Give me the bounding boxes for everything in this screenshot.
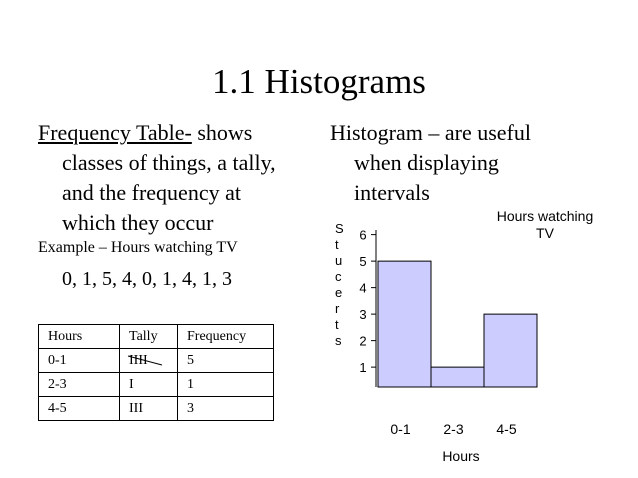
occluded-text-fragment: u: [335, 253, 343, 268]
occluded-text-fragment: r: [335, 301, 340, 316]
histogram-definition-line-1: Histogram – are useful: [330, 120, 531, 145]
y-tick-label: 1: [359, 360, 367, 376]
definition-line-3: and the frequency at: [62, 180, 241, 205]
table-header-cell: Frequency: [178, 325, 274, 349]
table-cell: III: [120, 397, 178, 421]
table-cell: 5: [178, 349, 274, 373]
chart-title-line-1: Hours watching: [496, 208, 594, 224]
occluded-text-fragments: [335, 221, 375, 397]
frequency-table: [38, 324, 274, 421]
histogram-bar: [378, 261, 431, 387]
definition-heading-rest: shows: [191, 120, 253, 145]
histogram-bars: [378, 261, 537, 387]
occluded-text-fragment: c: [335, 269, 342, 284]
y-tick-label: 3: [359, 307, 367, 323]
occluded-text-fragment: s: [335, 333, 342, 348]
table-cell-tally: [120, 349, 178, 373]
x-axis-title: Hours: [442, 448, 480, 464]
table-header-cell: Hours: [39, 325, 120, 349]
example-data-series: 0, 1, 5, 4, 0, 1, 4, 1, 3: [62, 268, 232, 290]
definition-line-1: [38, 118, 328, 148]
tally-marks: IIII: [129, 352, 148, 368]
chart-title-line-2: TV: [536, 225, 554, 241]
table-cell: 3: [178, 397, 274, 421]
frequency-table-term: Frequency Table-: [38, 120, 192, 145]
table-row: [39, 373, 274, 397]
x-axis-tick-labels: [390, 421, 516, 437]
x-tick-label: 4-5: [496, 421, 517, 437]
tally-strike-mark: [126, 351, 166, 371]
histogram-definition-line-2: when displaying: [354, 150, 499, 175]
occluded-text-fragment: e: [335, 285, 343, 300]
histogram-bar: [484, 314, 537, 387]
table-cell: 4-5: [39, 397, 120, 421]
y-tick-label: 4: [359, 280, 367, 296]
occluded-text-fragment: t: [335, 317, 339, 332]
y-tick-label: 5: [359, 254, 367, 270]
table-header-cell: Tally: [120, 325, 178, 349]
left-column-text: [38, 118, 328, 238]
y-tick-label: 2: [359, 333, 367, 349]
y-tick-label: 6: [359, 227, 367, 243]
example-caption: Example – Hours watching TV: [38, 239, 238, 256]
table-row: [39, 397, 274, 421]
table-cell: 0-1: [39, 349, 120, 373]
x-tick-label: 0-1: [390, 421, 411, 437]
table-cell: I: [120, 373, 178, 397]
histogram-chart: [330, 200, 630, 470]
table-row: [39, 349, 274, 373]
x-tick-label: 2-3: [443, 421, 464, 437]
right-column-text: [330, 118, 620, 208]
table-header-row: [39, 325, 274, 349]
occluded-text-fragment: t: [335, 237, 339, 252]
definition-line-4: which they occur: [62, 210, 214, 235]
table-cell: 2-3: [39, 373, 120, 397]
histogram-definition-line-3: intervals: [354, 180, 430, 205]
histogram-bar: [431, 367, 484, 387]
slide-title: 1.1 Histograms: [212, 62, 426, 101]
definition-line-2: classes of things, a tally,: [62, 150, 276, 175]
occluded-text-fragment: S: [335, 221, 344, 236]
table-cell: 1: [178, 373, 274, 397]
